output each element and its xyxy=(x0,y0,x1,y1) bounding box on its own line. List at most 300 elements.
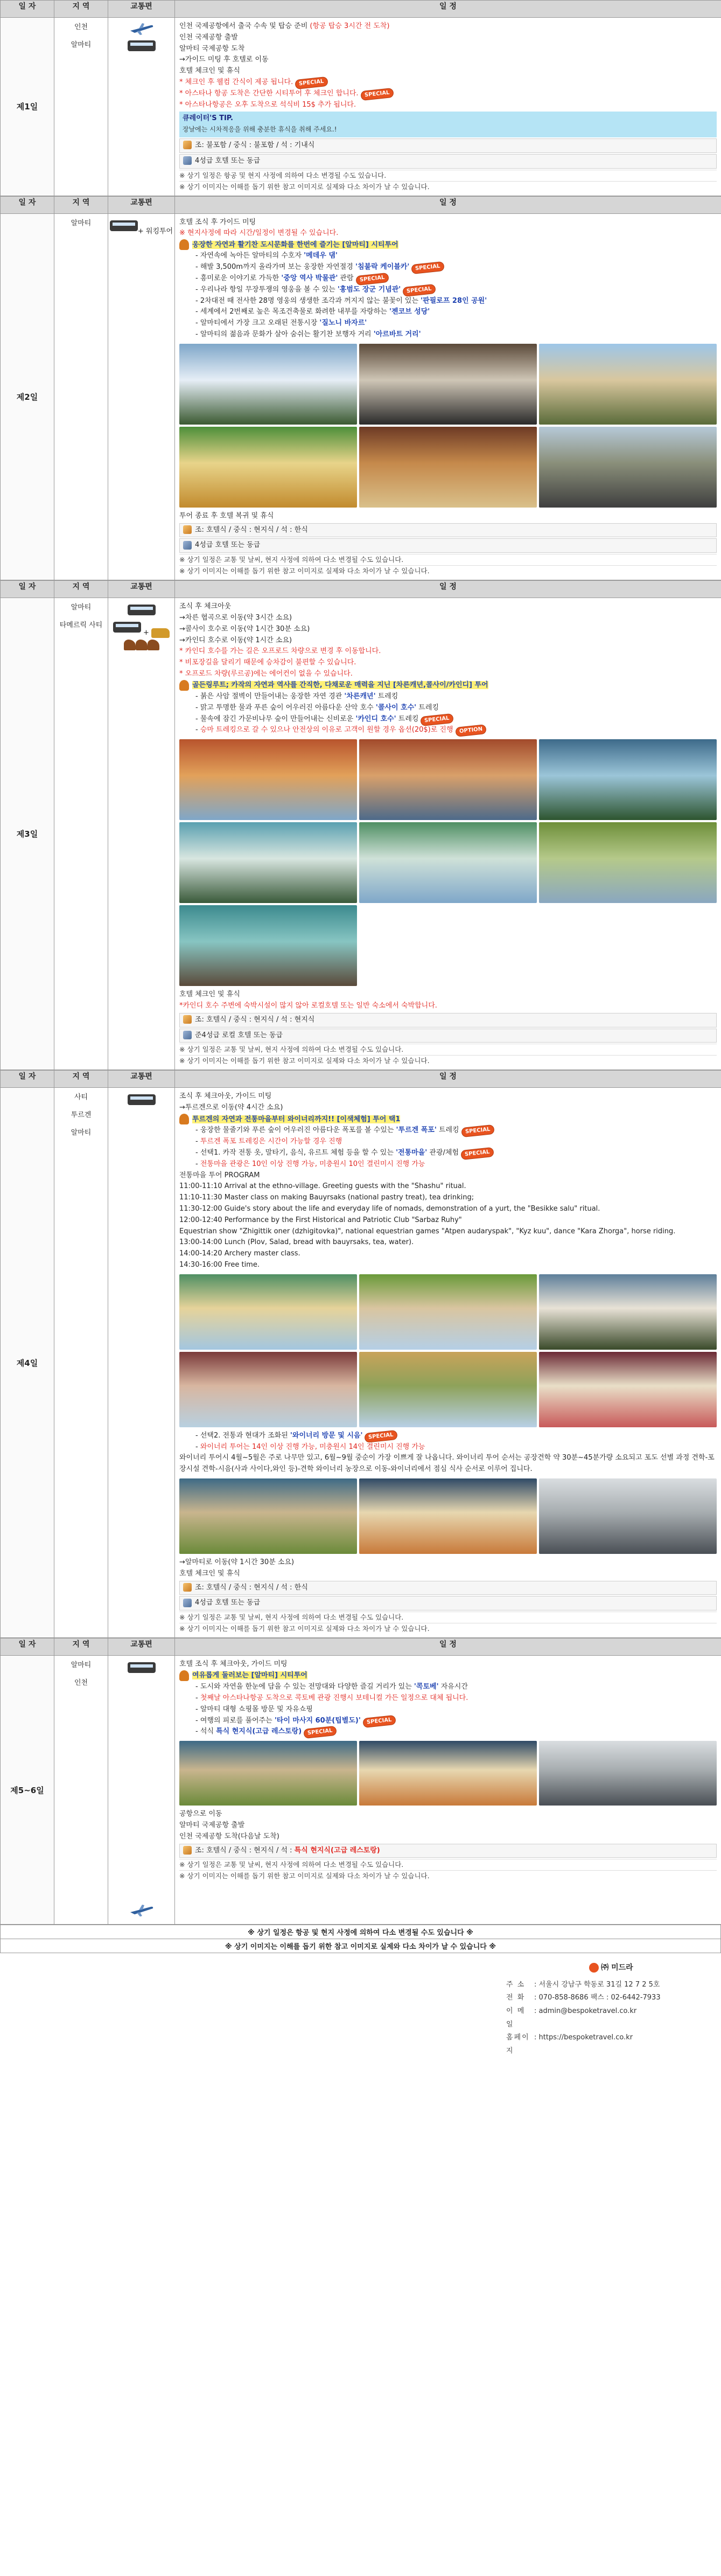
schedule-line xyxy=(179,1091,717,1102)
line-emphasis: '콜사이 호수' xyxy=(375,703,417,712)
schedule-line xyxy=(179,657,717,669)
line-text: 인천 국제공항 출발 xyxy=(179,33,238,41)
day-row xyxy=(1,1656,721,1925)
attraction-photo xyxy=(179,1352,357,1427)
flag-icon xyxy=(179,239,189,250)
line-text: 우리나라 항일 무장투쟁의 영웅을 볼 수 있는 xyxy=(200,285,338,294)
schedule-line xyxy=(179,1557,717,1568)
phone-label: 전 화 xyxy=(506,1994,526,2002)
schedule-line xyxy=(179,32,717,44)
day-label: 제2일 xyxy=(1,213,54,580)
meal-text: 조: 호텔식 / 중식 : 현지식 / 석 : 한식 xyxy=(195,525,308,534)
line-emphasis: '중앙 역사 박물관' xyxy=(281,274,338,283)
horse-icon xyxy=(124,640,136,650)
tip-title: 큐레이터'S TIP. xyxy=(183,114,233,123)
hotel-icon xyxy=(183,1599,192,1607)
attraction-photo xyxy=(539,1274,717,1350)
attraction-photo xyxy=(359,344,537,425)
line-text: 붉은 사암 절벽이 만들어내는 웅장한 자연 경관 xyxy=(200,692,345,701)
schedule-line xyxy=(179,725,717,736)
header-region: 지 역 xyxy=(54,1,108,18)
flag-icon xyxy=(179,680,189,691)
line-text: 투어 종료 후 호텔 복귀 및 휴식 xyxy=(179,511,274,520)
day-header-row xyxy=(1,1071,721,1088)
line-text-suffix: 관광/체험 xyxy=(427,1148,459,1157)
special-badge-icon: SPECIAL xyxy=(303,1726,337,1739)
line-text: 알마티 대형 쇼핑몰 방문 및 자유쇼핑 xyxy=(200,1705,313,1713)
attraction-photo xyxy=(359,1274,537,1350)
tour-highlight xyxy=(179,680,717,691)
day-header-row xyxy=(1,196,721,213)
meal-icon xyxy=(183,1015,192,1024)
email-link[interactable]: : admin@bespoketravel.co.kr xyxy=(534,2007,637,2016)
line-warning: 승마 트레킹으로 갈 수 있으나 안전상의 이유로 고객이 원할 경우 옵션(20$)로 진행 xyxy=(200,726,453,734)
schedule-line xyxy=(179,669,717,680)
line-text-suffix: 트레킹 xyxy=(375,692,398,701)
line-emphasis: '홍범도 장군 기념관' xyxy=(337,285,401,294)
line-text: 맑고 투명한 물과 푸른 숲이 어우러진 아름다운 산악 호수 xyxy=(200,703,376,712)
line-text: 공항으로 이동 xyxy=(179,1810,222,1818)
photo-gallery xyxy=(179,739,717,986)
line-emphasis: 특식 현지식(고급 레스토랑) xyxy=(216,1727,302,1736)
line-emphasis: '질노니 바자르' xyxy=(319,319,367,328)
flag-icon xyxy=(179,1114,189,1124)
line-note-red: (항공 탑승 3시간 전 도착) xyxy=(310,22,390,30)
meal-text: 조: 호텔식 / 중식 : 현지식 / 석 : xyxy=(195,1846,295,1855)
hotel-text: 4성급 호텔 또는 동급 xyxy=(195,541,261,550)
day-table xyxy=(0,1638,721,1925)
line-text: 흥미로운 이야기로 가득한 xyxy=(200,274,282,283)
line-text: 호텔 조식 후 가이드 미팅 xyxy=(179,218,256,226)
schedule-line xyxy=(179,1704,717,1716)
meal-icon xyxy=(183,1846,192,1855)
notice-line: ※ 상기 이미지는 이해를 돕기 위한 참고 이미지로 실제와 다소 차이가 날 수 있습니다. xyxy=(179,1055,717,1066)
line-text: 도시와 자연을 한눈에 담을 수 있는 전망대와 다양한 즐길 거리가 있는 xyxy=(200,1683,414,1691)
program-line: Equestrian show "Zhigittik oner (dzhigitovka)", national equestrian games "Atpen audaryspak", "Kyz kuu", dance "Kara Zhorga", horse riding. xyxy=(179,1227,676,1235)
transport-cell xyxy=(108,1088,175,1638)
special-badge-icon: SPECIAL xyxy=(403,284,436,297)
horse-icon xyxy=(136,640,148,650)
region-name: 사티 xyxy=(74,1093,88,1102)
hotel-icon xyxy=(183,156,192,165)
day-table xyxy=(0,196,721,581)
line-text-suffix: 트레킹 xyxy=(396,714,419,723)
line-text: 알마티의 젊음과 문화가 살아 숨쉬는 활기찬 보행자 거리 xyxy=(200,330,374,339)
schedule-line xyxy=(179,284,717,296)
header-transport: 교통편 xyxy=(108,1071,175,1088)
schedule-line xyxy=(179,601,717,613)
line-text: 알마티 국제공항 도착 xyxy=(179,44,245,53)
address-label: 주 소 xyxy=(506,1980,526,1989)
transport-cell xyxy=(108,18,175,196)
company-name: ㈜ 미드라 xyxy=(506,1961,716,1975)
schedule-line xyxy=(179,1001,717,1012)
schedule-line xyxy=(179,624,717,635)
header-schedule: 일 정 xyxy=(175,581,721,598)
schedule-line xyxy=(179,1442,717,1453)
attraction-photo xyxy=(359,1352,537,1427)
schedule-line xyxy=(179,1693,717,1704)
header-transport: 교통편 xyxy=(108,1638,175,1656)
meal-special: 특식 현지식(고급 레스토랑) xyxy=(294,1846,380,1855)
bus-icon xyxy=(128,1662,156,1673)
region-cell xyxy=(54,18,108,196)
bus-icon xyxy=(128,40,156,51)
airplane-icon xyxy=(109,22,173,38)
schedule-line xyxy=(179,1125,717,1136)
schedule-cell xyxy=(175,1088,721,1638)
schedule-line xyxy=(179,100,717,111)
line-emphasis: '타이 마사지 60분(팁별도)' xyxy=(274,1716,361,1725)
schedule-line xyxy=(179,77,717,88)
line-text: →알마티로 이동(약 1시간 30분 소요) xyxy=(179,1558,295,1566)
line-text: →차른 협곡으로 이동(약 3시간 소요) xyxy=(179,614,292,622)
spacer xyxy=(109,1677,173,1904)
day-label: 제3일 xyxy=(1,598,54,1070)
schedule-line xyxy=(179,66,717,77)
line-text: 호텔 체크인 및 휴식 xyxy=(179,67,240,75)
meal-icon xyxy=(183,1583,192,1592)
line-warning: *카인디 호수 주변에 숙박시설이 많지 않아 로컬호텔 또는 일반 숙소에서 숙박합니다. xyxy=(179,1002,437,1010)
header-day: 일 자 xyxy=(1,196,54,213)
line-text-suffix: 트레킹 xyxy=(436,1126,459,1135)
footer-note-2: ※ 상기 이미지는 이해를 돕기 위한 참고 이미지로 실제와 다소 차이가 날 수 있습니다 ※ xyxy=(1,1939,721,1953)
schedule-line xyxy=(179,296,717,307)
line-text: 호텔 조식 후 체크아웃, 가이드 미팅 xyxy=(179,1660,288,1669)
line-text: 세계에서 2번째로 높은 목조건축물로 화려한 내부를 자랑하는 xyxy=(200,308,389,316)
header-schedule: 일 정 xyxy=(175,196,721,213)
line-text: 호텔 체크인 및 휴식 xyxy=(179,1569,240,1578)
schedule-line xyxy=(179,88,717,100)
special-badge-icon: SPECIAL xyxy=(360,88,394,101)
schedule-line xyxy=(179,1820,717,1831)
header-day: 일 자 xyxy=(1,1071,54,1088)
schedule-line xyxy=(179,646,717,657)
line-text: 조식 후 체크아웃 xyxy=(179,602,232,611)
region-cell xyxy=(54,213,108,580)
special-badge-icon: SPECIAL xyxy=(421,713,454,726)
region-name: 알마티 xyxy=(71,1129,92,1137)
day-row xyxy=(1,1088,721,1638)
tour-highlight xyxy=(179,1670,717,1682)
airplane-icon xyxy=(109,1904,173,1920)
line-emphasis: '전통마을' xyxy=(396,1148,428,1157)
meal-icon xyxy=(183,141,192,149)
line-text: →콜사이 호수로 이동(약 1시간 30분 소요) xyxy=(179,624,310,633)
attraction-photo xyxy=(359,1478,537,1554)
line-text-suffix: 관람 xyxy=(338,274,354,283)
line-text: 인천 국제공항에서 출국 수속 및 탑승 준비 xyxy=(179,22,310,30)
schedule-cell xyxy=(175,213,721,580)
curator-tip xyxy=(179,112,717,137)
day-header-row xyxy=(1,581,721,598)
notice-line: ※ 상기 일정은 교통 및 날씨, 현지 사정에 의하여 다소 변경될 수도 있습니다. xyxy=(179,1612,717,1623)
line-emphasis: '판필로프 28인 공원' xyxy=(421,296,487,305)
line-emphasis: '차른캐년' xyxy=(344,692,376,701)
day-table xyxy=(0,0,721,196)
special-badge-icon: SPECIAL xyxy=(461,1124,494,1137)
line-emphasis: '침불락 케이블카' xyxy=(355,263,410,272)
meal-info xyxy=(179,523,717,538)
attraction-photo xyxy=(359,739,537,820)
attraction-photo xyxy=(179,822,357,903)
transport-cell xyxy=(108,1656,175,1925)
line-warning: * 체크인 후 웰컴 간식이 제공 됩니다. xyxy=(179,78,293,86)
hotel-info xyxy=(179,1029,717,1043)
region-name: 알마티 xyxy=(71,41,92,49)
photo-gallery xyxy=(179,1478,717,1554)
attraction-photo xyxy=(539,344,717,425)
schedule-line xyxy=(179,329,717,341)
header-transport: 교통편 xyxy=(108,581,175,598)
program-line: 14:30-16:00 Free time. xyxy=(179,1260,260,1269)
special-badge-icon: SPECIAL xyxy=(355,273,389,286)
region-cell xyxy=(54,1088,108,1638)
bus-icon xyxy=(128,1094,156,1105)
email-label: 이 메 일 xyxy=(506,2007,526,2029)
line-text: 호텔 체크인 및 휴식 xyxy=(179,990,240,999)
hotel-icon xyxy=(183,1031,192,1039)
company-logo-icon xyxy=(589,1963,599,1973)
attraction-photo xyxy=(539,427,717,508)
hotel-info xyxy=(179,538,717,553)
meal-info xyxy=(179,1581,717,1595)
line-text: →투르겐으로 이동(약 4시간 소요) xyxy=(179,1103,283,1112)
schedule-line xyxy=(179,691,717,703)
bus-icon xyxy=(110,220,138,231)
special-badge-icon: SPECIAL xyxy=(460,1147,494,1160)
notice-line: ※ 상기 이미지는 이해를 돕기 위한 참고 이미지로 실제와 다소 차이가 날 수 있습니다. xyxy=(179,1623,717,1634)
hotel-info xyxy=(179,1596,717,1610)
schedule-line xyxy=(179,1431,717,1442)
line-text: 선택2. 전통과 현대가 조화된 xyxy=(200,1431,290,1440)
schedule-line xyxy=(179,1148,717,1159)
region-name: 알마티 xyxy=(71,1661,92,1670)
region-name: 타메르릭 사티 xyxy=(59,621,103,630)
header-region: 지 역 xyxy=(54,1071,108,1088)
day-label: 제1일 xyxy=(1,18,54,196)
header-day: 일 자 xyxy=(1,1,54,18)
special-badge-icon: SPECIAL xyxy=(362,1714,396,1727)
schedule-line xyxy=(179,273,717,284)
line-text: 석식 xyxy=(200,1727,216,1736)
meal-info xyxy=(179,1844,717,1858)
line-text: 여행의 피로를 풀어주는 xyxy=(200,1716,275,1725)
line-emphasis: '카인디 호수' xyxy=(355,714,396,723)
line-emphasis: '투르겐 폭포' xyxy=(396,1126,437,1135)
attraction-photo xyxy=(179,1274,357,1350)
website-label: 홈페이지 xyxy=(506,2033,530,2056)
transport-cell xyxy=(108,598,175,1070)
line-warning: * 오프로드 차량(루르공)에는 에어컨이 없을 수 있습니다. xyxy=(179,670,353,678)
line-emphasis: '아르바트 거리' xyxy=(373,330,421,339)
header-day: 일 자 xyxy=(1,1638,54,1656)
region-name: 투르겐 xyxy=(71,1111,92,1120)
line-warning: * 카인디 호수를 가는 길은 오프로드 차량으로 변경 후 이동합니다. xyxy=(179,647,381,656)
schedule-cell xyxy=(175,598,721,1070)
region-name: 인천 xyxy=(74,23,88,31)
program-line: 전통마을 투어 PROGRAM xyxy=(179,1171,260,1179)
line-warning: * 비포장길을 달리기 때문에 승차감이 불편할 수 있습니다. xyxy=(179,658,356,667)
jeep-icon xyxy=(151,628,170,638)
region-name: 알마티 xyxy=(71,219,92,227)
schedule-line xyxy=(179,511,717,522)
attraction-photo xyxy=(539,739,717,820)
region-cell xyxy=(54,598,108,1070)
special-badge-icon: OPTION xyxy=(455,725,487,738)
footer-note-1: ※ 상기 일정은 항공 및 현지 사정에 의하여 다소 변경될 수도 있습니다 ※ xyxy=(1,1925,721,1939)
program-line: 11:10-11:30 Master class on making Bauyrsaks (national pastry treat), tea drinking; xyxy=(179,1193,474,1202)
header-schedule: 일 정 xyxy=(175,1638,721,1656)
schedule-line xyxy=(179,1682,717,1693)
program-line: 13:00-14:00 Lunch (Plov, Salad, bread with bauyrsaks, tea, water). xyxy=(179,1238,414,1247)
highlight-title: 웅장한 자연과 활기찬 도시문화를 한번에 즐기는 [알마티] 시티투어 xyxy=(192,240,398,249)
photo-gallery xyxy=(179,344,717,508)
header-schedule: 일 정 xyxy=(175,1071,721,1088)
line-text-suffix: 트레킹 xyxy=(416,703,439,712)
schedule-line xyxy=(179,318,717,329)
notice-line: ※ 상기 이미지는 이해를 돕기 위한 참고 이미지로 실제와 다소 차이가 날 수 있습니다. xyxy=(179,1870,717,1881)
schedule-line xyxy=(179,1659,717,1670)
line-text: →가이드 미팅 후 호텔로 이동 xyxy=(179,55,269,64)
attraction-photo xyxy=(179,344,357,425)
hotel-text: 4성급 호텔 또는 동급 xyxy=(195,156,261,165)
special-badge-icon: SPECIAL xyxy=(365,1430,398,1443)
attraction-photo xyxy=(179,1741,357,1806)
meal-info xyxy=(179,138,717,153)
program-line: 11:00-11:10 Arrival at the ethno-village. Greeting guests with the "Shashu" ritual. xyxy=(179,1182,466,1191)
highlight-title: 여유롭게 둘러보는 [알마티] 시티투어 xyxy=(192,1671,307,1680)
line-warning: 첫째날 아스타나항공 도착으로 콕토베 관광 진행시 보테니컬 가든 일정으로 대체 됩니다. xyxy=(200,1693,468,1702)
line-text: 2차대전 때 전사한 28명 영웅의 생생한 조각과 꺼지지 않는 불꽃이 있는 xyxy=(200,296,421,305)
attraction-photo xyxy=(179,905,357,986)
schedule-line xyxy=(179,1159,717,1170)
bus-icon xyxy=(113,622,141,633)
attraction-photo xyxy=(359,427,537,508)
meal-text: 조: 호텔식 / 중식 : 현지식 / 석 : 한식 xyxy=(195,1583,308,1592)
walking-tour-label: + 워킹투어 xyxy=(137,227,173,235)
day-header-row xyxy=(1,1,721,18)
schedule-line xyxy=(179,635,717,647)
meal-info xyxy=(179,1013,717,1027)
hotel-icon xyxy=(183,541,192,550)
company-info xyxy=(0,1953,721,2147)
bus-icon xyxy=(128,605,156,615)
attraction-photo xyxy=(539,1478,717,1554)
program-line: 14:00-14:20 Archery master class. xyxy=(179,1249,300,1258)
line-text: 물속에 잠긴 가문비나무 숲이 만들어내는 신비로운 xyxy=(200,714,356,723)
hotel-text: 4성급 호텔 또는 동급 xyxy=(195,1599,261,1607)
notice-line: ※ 상기 일정은 교통 및 날씨, 현지 사정에 의하여 다소 변경될 수도 있습니다. xyxy=(179,554,717,565)
meal-icon xyxy=(183,525,192,534)
schedule-line xyxy=(179,44,717,55)
header-region: 지 역 xyxy=(54,581,108,598)
header-transport: 교통편 xyxy=(108,1,175,18)
schedule-line xyxy=(179,1136,717,1148)
line-warning: ※ 현지사정에 따라 시간/일정이 변경될 수 있습니다. xyxy=(179,229,339,238)
line-text: 자연속에 녹아든 알마티의 수호자 xyxy=(200,252,304,260)
schedule-line xyxy=(179,1809,717,1820)
transport-cell xyxy=(108,213,175,580)
day-row xyxy=(1,213,721,580)
line-text: 알마티 국제공항 출발 xyxy=(179,1821,245,1829)
program-line: 12:00-12:40 Performance by the First Historical and Patriotic Club "Sarbaz Ruhy" xyxy=(179,1216,462,1224)
tour-highlight xyxy=(179,239,717,251)
region-name: 알마티 xyxy=(71,603,92,612)
line-emphasis: '와이너리 방문 및 시음' xyxy=(290,1431,363,1440)
schedule-cell xyxy=(175,18,721,196)
schedule-line xyxy=(179,1726,717,1738)
attraction-photo xyxy=(539,822,717,903)
footer-notes xyxy=(0,1925,721,1953)
notice-line: ※ 상기 일정은 항공 및 현지 사정에 의하여 다소 변경될 수도 있습니다. xyxy=(179,170,717,181)
highlight-title: 투르겐의 자연과 전통마을부터 와이너리까지!! [이색체험] 투어 택1 xyxy=(192,1115,401,1123)
schedule-line xyxy=(179,989,717,1001)
line-emphasis: '콕토베' xyxy=(414,1683,439,1691)
special-badge-icon: SPECIAL xyxy=(411,261,445,274)
line-emphasis: '메데우 댐' xyxy=(304,252,338,260)
schedule-cell xyxy=(175,1656,721,1925)
day-label: 제5~6일 xyxy=(1,1656,54,1925)
line-text: 선택1. 카작 전통 옷, 말타기, 음식, 유르트 체험 등을 할 수 있는 xyxy=(200,1148,396,1157)
line-text: 조식 후 체크아웃, 가이드 미팅 xyxy=(179,1092,272,1101)
line-text: 웅장한 물줄기와 푸른 숲이 어우러진 아름다운 폭포를 볼 수있는 xyxy=(200,1126,396,1135)
line-warning: 전통마을 관광은 10인 이상 진행 가능, 미충원시 10인 결린미시 진행 가능 xyxy=(200,1159,425,1168)
line-warning: * 아스타나항공은 오후 도착으로 석식비 15$ 추가 됩니다. xyxy=(179,100,356,109)
schedule-line xyxy=(179,1102,717,1114)
schedule-line xyxy=(179,54,717,66)
header-schedule: 일 정 xyxy=(175,1,721,18)
tip-text: 장날에는 시차적응을 위해 충분한 휴식을 취해 주세요.! xyxy=(183,126,337,134)
schedule-line xyxy=(179,714,717,725)
header-day: 일 자 xyxy=(1,581,54,598)
day-row xyxy=(1,18,721,196)
schedule-line xyxy=(179,217,717,228)
schedule-line xyxy=(179,1568,717,1580)
notice-line: ※ 상기 이미지는 이해를 돕기 위한 참고 이미지로 실제와 다소 차이가 날 수 있습니다. xyxy=(179,565,717,577)
attraction-photo xyxy=(359,822,537,903)
bus-jeep-row: + xyxy=(109,620,173,638)
schedule-line xyxy=(179,307,717,318)
attraction-photo xyxy=(359,1741,537,1806)
photo-gallery xyxy=(179,1741,717,1806)
region-cell xyxy=(54,1656,108,1925)
line-text: →카인디 호수로 이동(약 1시간 소요) xyxy=(179,636,292,644)
tour-highlight xyxy=(179,1114,717,1125)
header-region: 지 역 xyxy=(54,1638,108,1656)
schedule-line xyxy=(179,262,717,273)
schedule-line xyxy=(179,703,717,714)
winery-description: 와이너리 투어시 4월~5월은 주로 나무만 있고, 6월~9월 중순이 가장 이쁘게 잘 나옵니다. 와이너리 투어 순서는 공장견학 약 30분~45분가량 소요되고 포도 선별 과정 견학-포장시설 견학-시음(사과 사이다,와인 등)-견학 와이너리 농장으로 이동-와이너리에서 점심 식사 순서로 이루어 집니다. xyxy=(179,1454,715,1474)
line-warning: 와이너리 투어는 14인 이상 진행 가능, 미충원시 14인 결린미시 진행 가능 xyxy=(200,1442,425,1451)
notice-line: ※ 상기 이미지는 이해를 돕기 위한 참고 이미지로 실제와 다소 차이가 날 수 있습니다. xyxy=(179,181,717,192)
line-emphasis: '젠코브 성당' xyxy=(389,308,430,316)
flag-icon xyxy=(179,1670,189,1681)
day-header-row xyxy=(1,1638,721,1656)
line-warning: * 아스타나 항공 도착은 간단한 시티투어 후 체크인 합니다. xyxy=(179,89,359,98)
header-region: 지 역 xyxy=(54,196,108,213)
header-transport: 교통편 xyxy=(108,196,175,213)
day-label: 제4일 xyxy=(1,1088,54,1638)
photo-gallery xyxy=(179,1274,717,1427)
website-link[interactable]: : https://bespoketravel.co.kr xyxy=(534,2033,633,2042)
hotel-info xyxy=(179,154,717,169)
day-table xyxy=(0,1070,721,1638)
special-badge-icon: SPECIAL xyxy=(295,77,328,89)
address-value: : 서울시 강남구 학동로 31길 12 7 2 5호 xyxy=(534,1980,660,1989)
horse-icon xyxy=(148,640,159,650)
region-name: 인천 xyxy=(74,1679,88,1688)
